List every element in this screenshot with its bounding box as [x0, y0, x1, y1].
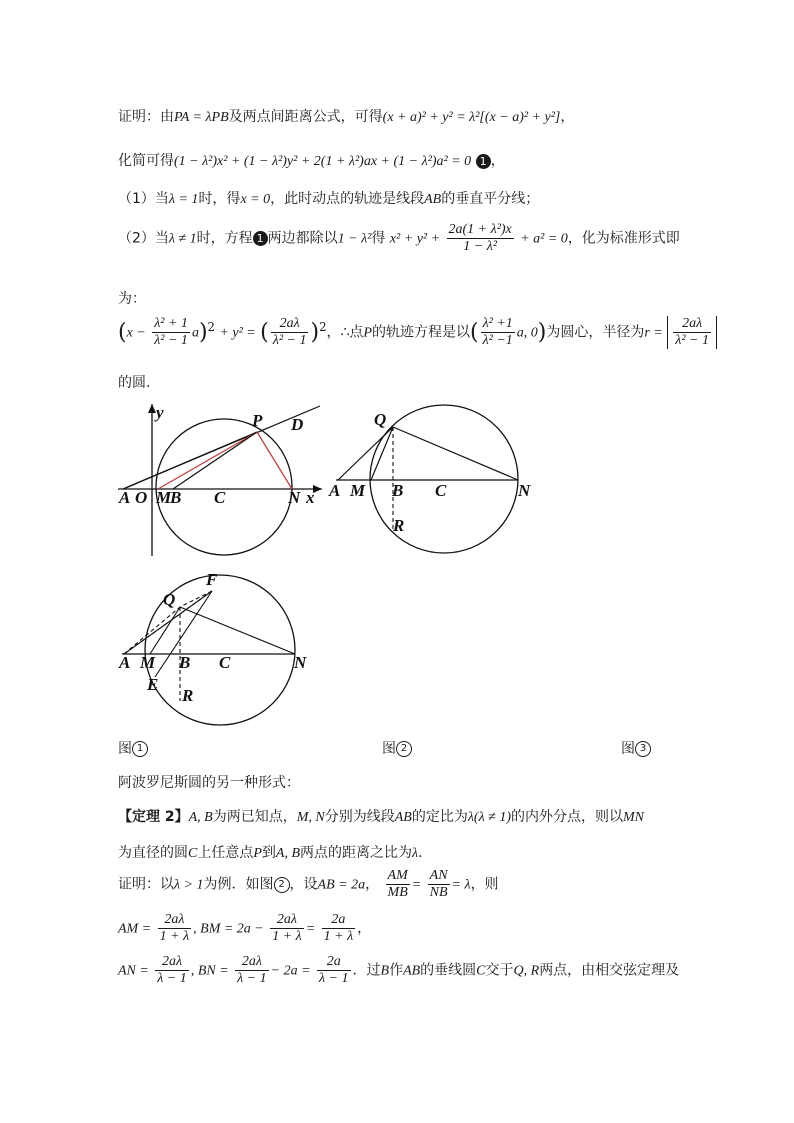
wei-line: 为： [118, 291, 146, 307]
figure-3 [118, 570, 307, 725]
fig2-label-M: M [350, 481, 366, 500]
fraction: $\frac{2a\lambda}{\text{λ² − 1}}$ [272, 316, 307, 349]
fraction: $\frac{2a\lambda}{1 + \lambda}$ [272, 912, 302, 945]
fig1-label-x: x [306, 488, 315, 507]
fig1-label-B: B [170, 488, 182, 507]
equation-marker-1: 1 [476, 154, 491, 169]
fraction: $\frac{AN}{NB}$ [429, 868, 448, 901]
fraction: $\frac{AM}{MB}$ [387, 868, 408, 901]
simplify-line: 化简可得(1 − λ²)x² + (1 − λ²)y² + 2(1 + λ²)ax + (1 − λ²)a² = 0 1 ， [118, 153, 505, 169]
fig3-label-Q: Q [163, 590, 176, 609]
circle-end-line: 的圆. [118, 375, 151, 391]
fraction: $\frac{2a}{1 + \lambda}$ [323, 912, 354, 945]
figure-2 [328, 405, 531, 553]
case-1-line: （1）当λ = 1时，得x = 0，此时动点的轨迹是线段AB的垂直平分线； [118, 191, 540, 207]
fraction: $\frac{2a\lambda}{\text{λ² − 1}}$ [675, 316, 709, 349]
theorem-2-line-2: 为直径的圆C上任意点P到A, B两点的距离之比为λ. [118, 845, 423, 861]
fig3-label-C: C [219, 653, 231, 672]
fraction: $\frac{2a\lambda}{\lambda - 1}$ [157, 954, 187, 987]
fig2-label-C: C [435, 481, 447, 500]
fig1-label-N: N [288, 488, 301, 507]
fig3-label-M: M [140, 653, 156, 672]
fig1-label-M: M [156, 488, 172, 507]
figure-1 [118, 403, 322, 556]
caption-figure-2: 图 2 [382, 738, 412, 758]
fig1-label-y: y [156, 403, 164, 422]
proof-line-1: 证明：由PA = λPB及两点间距离公式，可得(x + a)² + y² = λ²[(x − a)² + y²]， [118, 109, 575, 125]
fig1-label-O: O [135, 488, 148, 507]
fig2-label-R: R [393, 516, 405, 535]
fig2-label-N: N [518, 481, 531, 500]
case-2-line: （2）当λ ≠ 1时，方程 1 两边都除以1 − λ²得 x² + y² + $\frac{\text{2a(1 + λ²)x}}{\text{1 − λ²}}$ + a² = 0，化为标准形式即 [118, 222, 680, 255]
caption-figure-3: 图 3 [621, 738, 651, 758]
fraction: $\frac{\text{2a(1 + λ²)x}}{\text{1 − λ²}}$ [448, 222, 512, 255]
fraction: $\frac{\text{λ² + 1}}{\text{λ² − 1}}$ [154, 316, 188, 349]
theorem-2-line-1: 【定理 2】A, B为两已知点，M, N分别为线段AB的定比为λ(λ ≠ 1)的内外分点，则以MN [118, 809, 644, 825]
fig2-label-A: A [329, 481, 341, 500]
fig1-label-D: D [291, 415, 304, 434]
fig3-label-R: R [182, 686, 194, 705]
fig3-label-A: A [119, 653, 131, 672]
fraction: $\frac{2a\lambda}{\lambda - 1}$ [237, 954, 267, 987]
fraction: $\frac{2a}{\lambda - 1}$ [318, 954, 349, 987]
an-bn-line: AN = $\frac{2a\lambda}{\lambda - 1}$ , BN = $\frac{2a\lambda}{\lambda - 1}$ − 2a = $\frac{2a}{\lambda - 1}$ ．过B作AB的垂线圆C交于Q, R两点，由相交弦定理及 [118, 954, 680, 987]
fig3-label-B: B [179, 653, 191, 672]
fig1-label-C: C [214, 488, 226, 507]
am-bm-line: AM = $\frac{2a\lambda}{1 + \lambda}$ , BM = 2a − $\frac{2a\lambda}{1 + \lambda}$ = $\frac{2a}{1 + \lambda}$ ， [118, 912, 372, 945]
fraction: $\frac{2a\lambda}{1 + \lambda}$ [159, 912, 190, 945]
fraction: $\frac{\text{λ² +1}}{\text{λ² −1}}$ [482, 316, 513, 349]
fig3-label-E: E [147, 675, 159, 694]
fig2-label-Q: Q [374, 410, 387, 429]
standard-form-line: (x − $\frac{\text{λ² + 1}}{\text{λ² − 1}}$ a)$^2$ + y² = ( $\frac{2a\lambda}{\text{λ² − 1}}$ )$^2$，∴点P的轨迹方程是以( $\frac{\text{λ² +1}}{\text{λ² −1}}$ a, 0)为圆心，半径为r = $\frac{2a\lambda}{\text{λ² − 1}}$ [118, 316, 717, 349]
fig3-label-N: N [294, 653, 307, 672]
fig2-label-B: B [392, 481, 404, 500]
alt-form-heading: 阿波罗尼斯圆的另一种形式： [118, 775, 300, 791]
caption-figure-1: 图 1 [118, 738, 148, 758]
equation-marker-1-ref: 1 [253, 231, 268, 246]
fig1-label-P: P [252, 411, 263, 430]
proof-2-line: 证明：以λ > 1为例．如图 2 ，设AB = 2a， $\frac{AM}{MB}$ = $\frac{AN}{NB}$ = λ，则 [118, 868, 499, 901]
fig3-label-F: F [206, 570, 218, 589]
fig1-label-A: A [119, 488, 131, 507]
